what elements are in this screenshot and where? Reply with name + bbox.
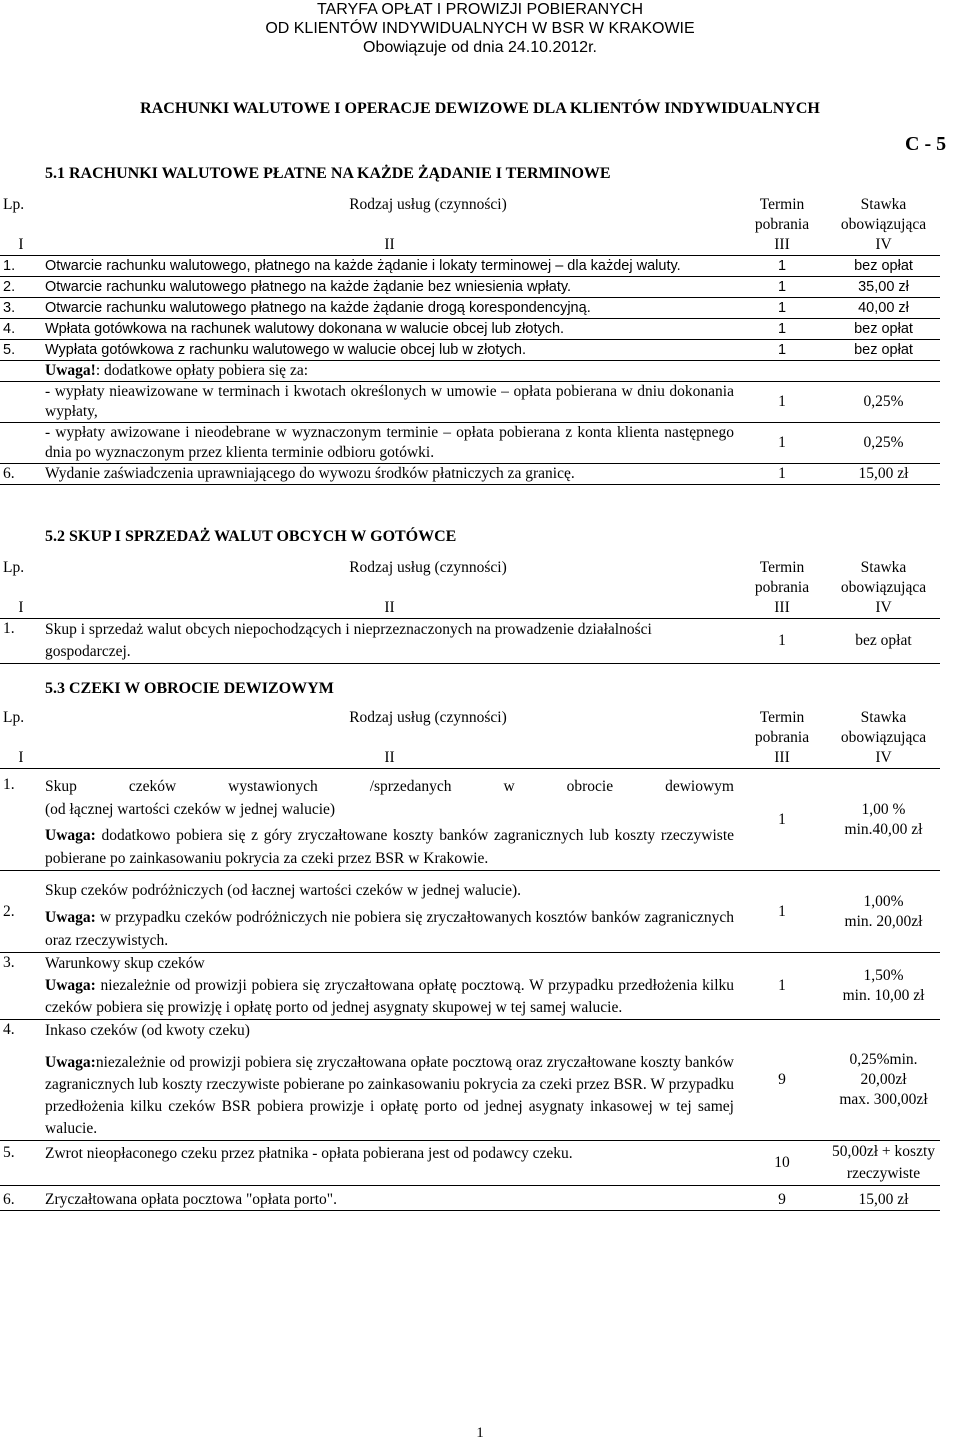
table-row: 4. Inkaso czeków (od kwoty czeku) Uwaga:niezależnie od prowizji pobiera się zryczałtowana opłate pocztową oraz zryczałtowane koszty banków zagranicznych lub koszty rzeczywiste pobierane po zainkasowaniu pokrycia za czeki przez BSR. W przypadku przedłożenia kilku czeków BSR pobiera prowizje i opłatę porto od jednej asygnaty inkasowej w tej samej walucie. 9 0,25%min. 20,00zł max. 300,00zł — [0, 1020, 940, 1141]
table-row: 3. Otwarcie rachunku walutowego płatnego na każde żądanie drogą korespondencyjną. 1 40,00 zł — [0, 298, 940, 319]
col-rate: Stawka obowiązująca — [840, 709, 927, 746]
col-service: Rodzaj usług (czynności) — [349, 196, 507, 213]
table-5-1 — [0, 195, 940, 485]
col-lp: Lp. — [3, 559, 25, 576]
col-rate: Stawka obowiązująca — [840, 559, 927, 596]
table-row: 1. Otwarcie rachunku walutowego, płatnego na każde żądanie i lokaty terminowej – dla każdej waluty. 1 bez opłat — [0, 256, 940, 277]
table-5-2 — [0, 558, 940, 664]
table-row: 5. Zwrot nieopłaconego czeku przez płatnika - opłata pobierana jest od podawcy czeku. 10 50,00zł + koszty rzeczywiste — [0, 1141, 940, 1186]
main-title: RACHUNKI WALUTOWE I OPERACJE DEWIZOWE DLA KLIENTÓW INDYWIDUALNYCH — [140, 100, 820, 117]
table-row: - wypłaty nieawizowane w terminach i kwotach określonych w umowie – opłata pobierana w dniu dokonania wypłaty, 1 0,25% — [0, 382, 940, 423]
column-numbers-row: I II III IV — [0, 235, 940, 256]
col-rate: Stawka obowiązująca — [840, 196, 927, 233]
table-row: 4. Wpłata gotówkowa na rachunek walutowy dokonana w walucie obcej lub złotych. 1 bez opłat — [0, 319, 940, 340]
col-service: Rodzaj usług (czynności) — [349, 709, 507, 726]
table-row: 2. Skup czeków podróżniczych (od łacznej wartości czeków w jednej walucie). Uwaga: w przypadku czeków podróżniczych nie pobiera się zryczałtowanych kosztów banków zagranicznych oraz rzeczywistych. 1 1,00% min. 20,00zł — [0, 871, 940, 953]
header-line-2: OD KLIENTÓW INDYWIDUALNYCH W BSR W KRAKOWIE — [265, 20, 695, 37]
table-row: 2. Otwarcie rachunku walutowego płatnego na każde żądanie bez wniesienia wpłaty. 1 35,00 zł — [0, 277, 940, 298]
col-term: Termin pobrania — [754, 196, 810, 233]
section-5-1-title: 5.1 RACHUNKI WALUTOWE PŁATNE NA KAŻDE ŻĄDANIE I TERMINOWE — [45, 165, 611, 182]
col-lp: Lp. — [3, 196, 25, 213]
col-term: Termin pobrania — [754, 559, 810, 596]
table-row: 5. Wypłata gotówkowa z rachunku walutowego w walucie obcej lub w złotych. 1 bez opłat — [0, 340, 940, 361]
table-row: 6. Zryczałtowana opłata pocztowa "opłata porto". 9 15,00 zł — [0, 1186, 940, 1211]
note-row: Uwaga!: dodatkowe opłaty pobiera się za: — [0, 361, 940, 382]
column-numbers-row: I II III IV — [0, 748, 940, 769]
table-row: 1. Skup i sprzedaż walut obcych niepochodzących i nieprzeznaczonych na prowadzenie działalności gospodarczej. 1 bez opłat — [0, 619, 940, 664]
section-5-2-title: 5.2 SKUP I SPRZEDAŻ WALUT OBCYCH W GOTÓWCE — [45, 528, 457, 545]
header-line-3: Obowiązuje od dnia 24.10.2012r. — [363, 39, 597, 56]
table-row: - wypłaty awizowane i nieodebrane w wyznaczonym terminie – opłata pobierana z konta klienta następnego dnia po wyznaczonym przez klienta terminie odbioru gotówki. 1 0,25% — [0, 423, 940, 464]
column-numbers-row: I II III IV — [0, 598, 940, 619]
col-service: Rodzaj usług (czynności) — [349, 559, 507, 576]
section-5-3-title: 5.3 CZEKI W OBROCIE DEWIZOWYM — [45, 680, 334, 697]
page-number: 1 — [476, 1425, 484, 1441]
section-code: C - 5 — [905, 133, 947, 155]
table-row: 3. Warunkowy skup czeków Uwaga: niezależnie od prowizji pobiera się zryczałtowana opłatę pocztową. W przypadku przedłożenia kilku czeków pobiera się prowizję i opłatę porto od jednej asygnaty skupowej w tej samej walucie. 1 1,50% min. 10,00 zł — [0, 953, 940, 1020]
header-line-1: TARYFA OPŁAT I PROWIZJI POBIERANYCH — [317, 1, 643, 18]
table-5-3 — [0, 708, 940, 1211]
table-row: 6. Wydanie zaświadczenia uprawniającego do wywozu środków płatniczych za granicę. 1 15,00 zł — [0, 464, 940, 485]
table-row: 1. Skup czeków wystawionych /sprzedanych w obrocie dewiowym (od łącznej wartości czeków w jednej walucie) Uwaga: dodatkowo pobiera się z góry zryczałtowane koszty banków zagranicznych lub koszty rzeczywiste pobierane po zainkasowaniu pokrycia za czeki przez BSR w Krakowie. 1 1,00 % min.40,00 zł — [0, 769, 940, 871]
col-lp: Lp. — [3, 709, 25, 726]
col-term: Termin pobrania — [754, 709, 810, 746]
